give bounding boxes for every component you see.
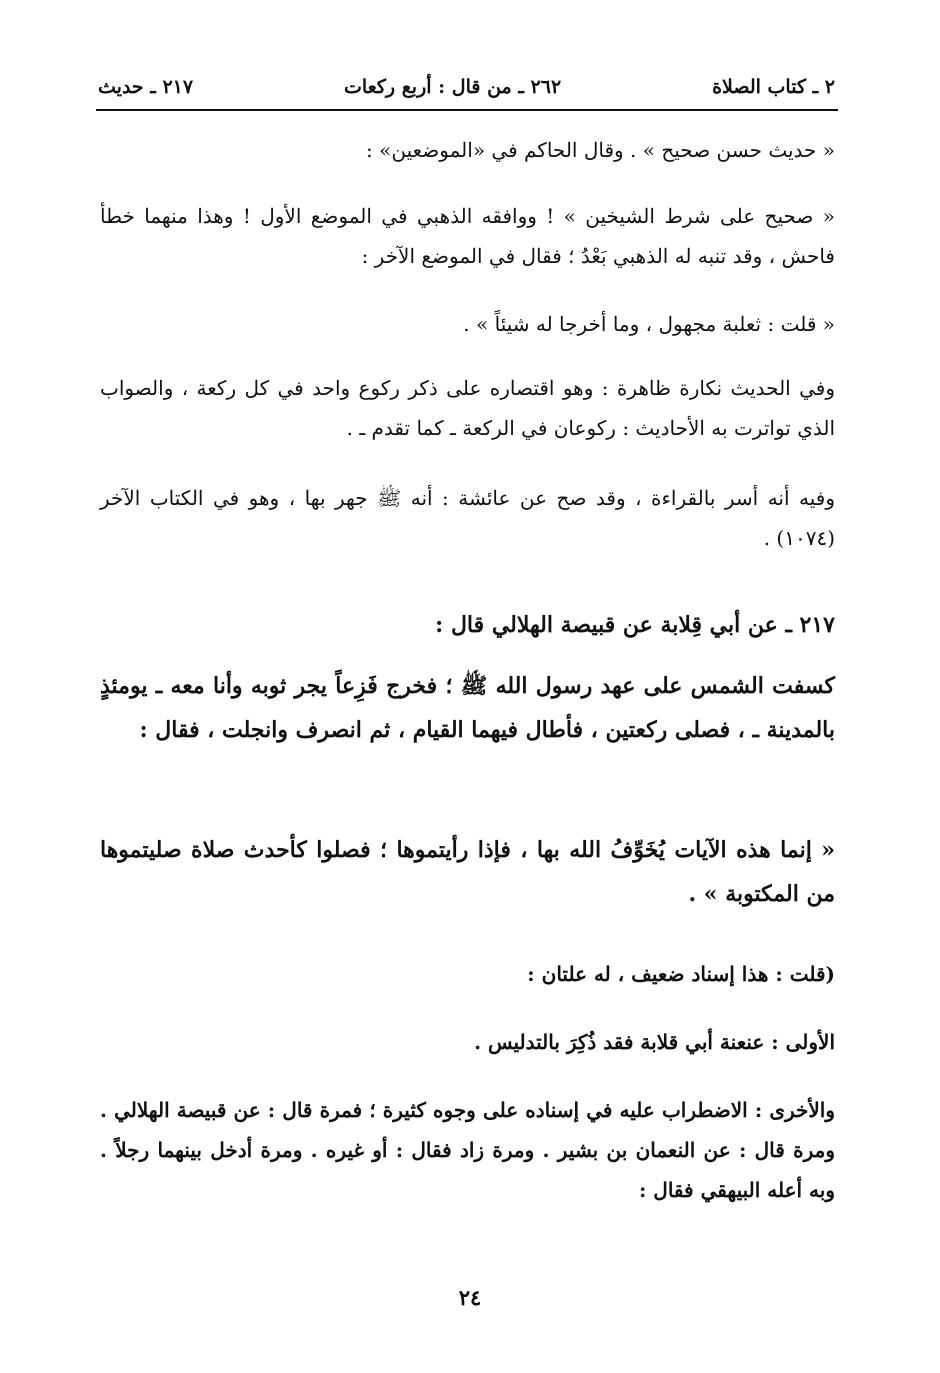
- hadith-text: كسفت الشمس على عهد رسول الله ﷺ ؛ فخرج فَزِعاً يجر ثوبه وأنا معه ـ يومئذٍ بالمدينة ـ ، فصلى ركعتين ، فأطال فيهما القيام ، ثم انصرف وانجلت ، فقال :: [100, 673, 835, 743]
- header-chapter: ٢ ـ كتاب الصلاة: [712, 76, 835, 98]
- header-rule: [96, 109, 838, 111]
- paragraph-1: « حديث حسن صحيح » . وقال الحاكم في «الموضعين» :: [366, 138, 835, 162]
- page-number: ٢٤: [458, 1285, 482, 1310]
- commentary-intro: (قلت : هذا إسناد ضعيف ، له علتان :: [527, 962, 835, 986]
- commentary-second-defect: والأخرى : الاضطراب عليه في إسناده على وجوه كثيرة ؛ فمرة قال : عن قبيصة الهلالي . ومرة قال : عن النعمان بن بشير . ومرة زاد فقال : أو غيره . ومرة أدخل بينهما رجلاً . وبه أعله البيهقي فقال :: [100, 1098, 835, 1202]
- running-header: [98, 70, 835, 104]
- hadith-heading: ٢١٧ ـ عن أبي قِلابة عن قبيصة الهلالي قال :: [435, 612, 835, 638]
- paragraph-2: « صحيح على شرط الشيخين » ! ووافقه الذهبي في الموضع الأول ! وهذا منهما خطأ فاحش ، وقد تنبه له الذهبي بَعْدُ ؛ فقال في الموضع الآخر :: [100, 204, 835, 268]
- commentary-first-defect: الأولى : عنعنة أبي قلابة فقد ذُكِرَ بالتدليس .: [474, 1030, 835, 1054]
- paragraph-3: « قلت : ثعلبة مجهول ، وما أخرجا له شيئاً » .: [463, 312, 835, 336]
- header-section: ٢٦٢ ـ من قال : أربع ركعات: [344, 76, 562, 98]
- hadith-quote: « إنما هذه الآيات يُخَوِّفُ الله بها ، فإذا رأيتموها ؛ فصلوا كأحدث صلاة صليتموها من المكتوبة » .: [100, 837, 835, 907]
- header-hadith-ref: ٢١٧ ـ حديث: [98, 76, 194, 98]
- paragraph-5: وفيه أنه أسر بالقراءة ، وقد صح عن عائشة : أنه ﷺ جهر بها ، وهو في الكتاب الآخر (١٠٧٤) .: [100, 486, 835, 550]
- paragraph-4: وفي الحديث نكارة ظاهرة : وهو اقتصاره على ذكر ركوع واحد في كل ركعة ، والصواب الذي تواترت به الأحاديث : ركوعان في الركعة ـ كما تقدم ـ .: [100, 376, 835, 440]
